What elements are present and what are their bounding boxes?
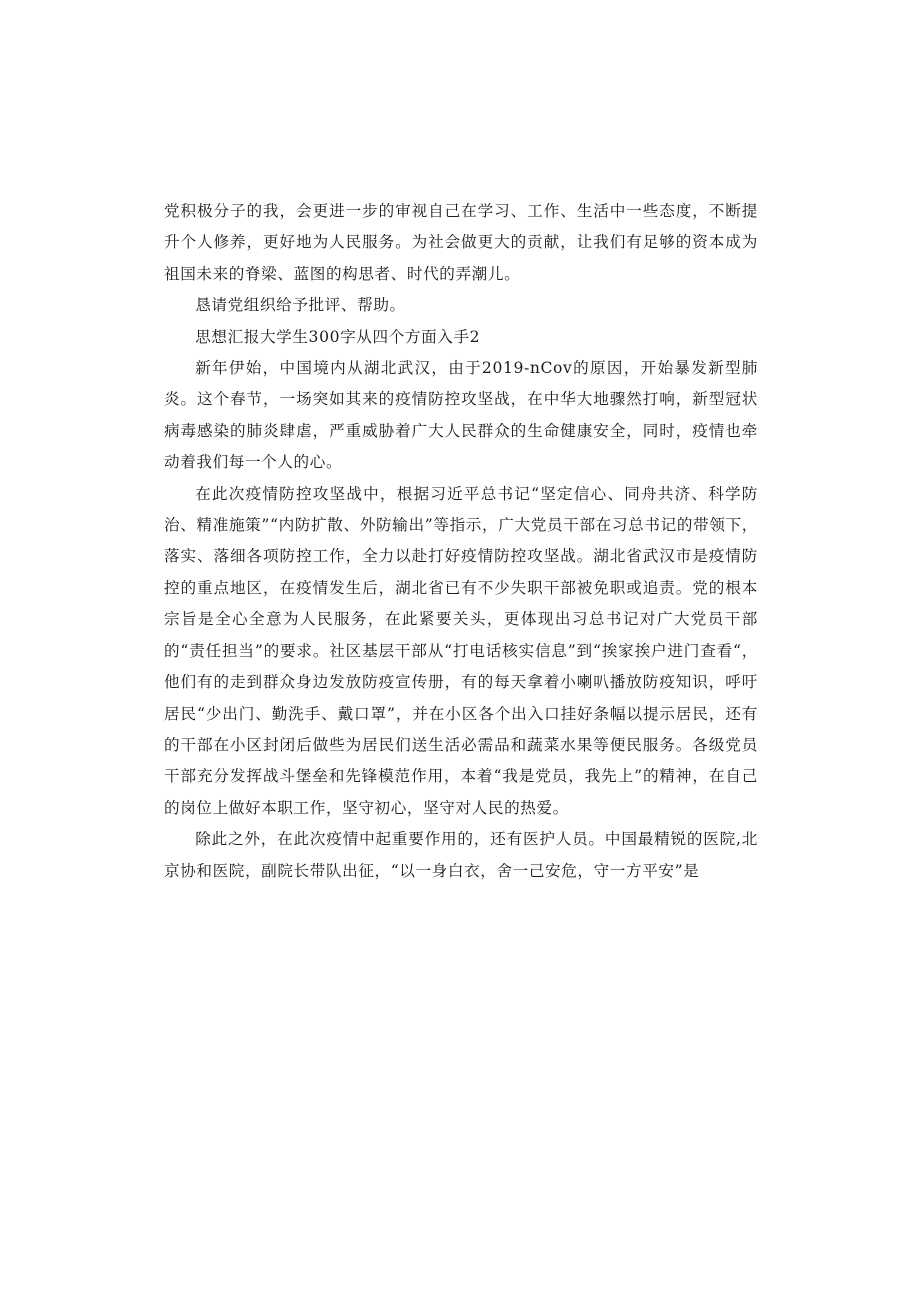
paragraph-epidemic-control: 在此次疫情防控攻坚战中，根据习近平总书记“坚定信心、同舟共济、科学防治、精准施策”“内防扩散、外防输出”等指示，广大党员干部在习总书记的带领下，落实、落细各项防控工作，全力以赴打好疫情防控攻坚战。湖北省武汉市是疫情防控的重点地区，在疫情发生后，湖北省已有不少失职干部被免职或追责。党的根本宗旨是全心全意为人民服务，在此紧要关头，更体现出习总书记对广大党员干部的“责任担当”的要求。社区基层干部从“打电话核实信息”到“挨家挨户进门查看“，他们有的走到群众身边发放防疫宣传册，有的每天拿着小喇叭播放防疫知识，呼吁居民“少出门、勤洗手、戴口罩”，并在小区各个出入口挂好条幅以提示居民，还有的干部在小区封闭后做些为居民们送生活必需品和蔬菜水果等便民服务。各级党员干部充分发挥战斗堡垒和先锋模范作用，本着“我是党员，我先上”的精神，在自己的岗位上做好本职工作，坚守初心，坚守对人民的热爱。 bbox=[164, 484, 758, 817]
paragraph-medical-staff: 除此之外，在此次疫情中起重要作用的，还有医护人员。中国最精锐的医院,北京协和医院，副院长带队出征，“以一身白衣，舍一己安危，守一方平安”是 bbox=[164, 830, 758, 880]
section-heading: 思想汇报大学生300字从四个方面入手2 bbox=[195, 327, 481, 346]
paragraph-continuation: 党积极分子的我，会更进一步的审视自己在学习、工作、生活中一些态度，不断提升个人修养，更好地为人民服务。为社会做更大的贡献，让我们有足够的资本成为祖国未来的脊梁、蓝图的构思者、时代的弄潮儿。 bbox=[164, 202, 758, 283]
document-body bbox=[164, 196, 758, 887]
paragraph-new-year: 新年伊始，中国境内从湖北武汉，由于2019-nCov的原因，开始暴发新型肺炎。这个春节，一场突如其来的疫情防控攻坚战，在中华大地骤然打响，新型冠状病毒感染的肺炎肆虐，严重威胁着广大人民群众的生命健康安全，同时，疫情也牵动着我们每一个人的心。 bbox=[164, 359, 758, 472]
paragraph-request: 恳请党组织给予批评、帮助。 bbox=[195, 296, 406, 315]
